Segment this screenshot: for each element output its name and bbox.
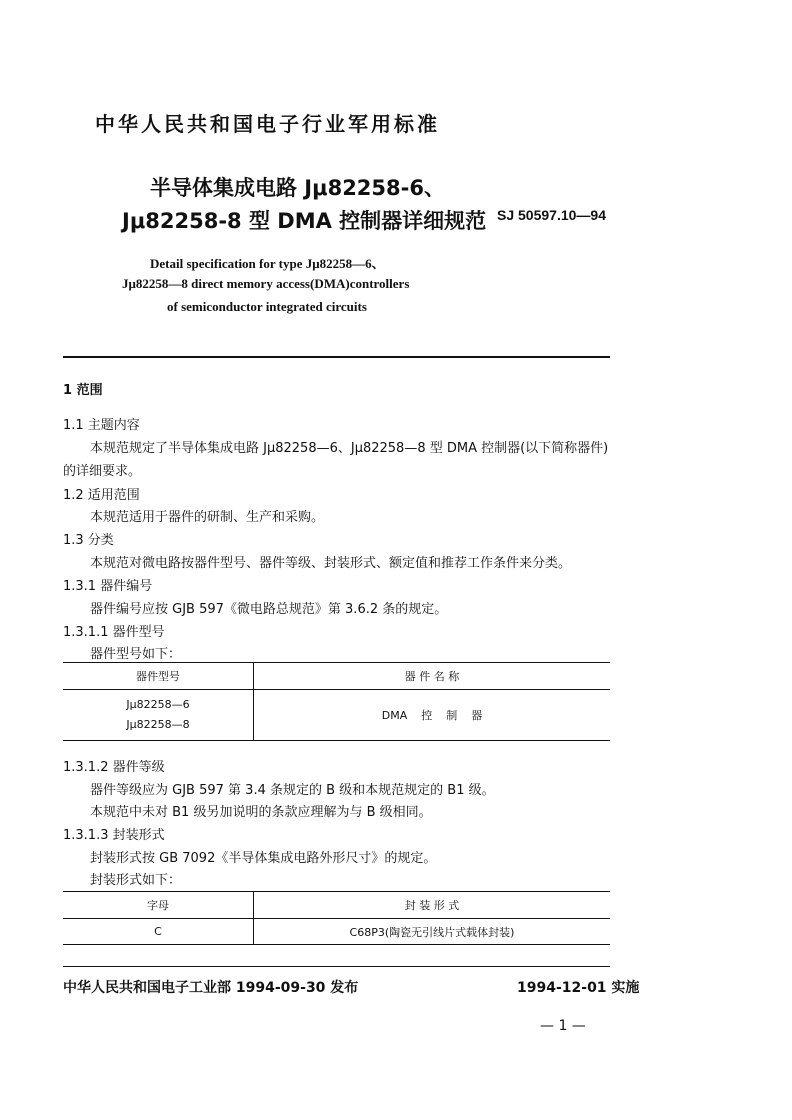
section-1-2-heading: 1.2 适用范围 (63, 488, 140, 503)
device-model-table (63, 662, 610, 741)
table-header-model: 器件型号 (63, 663, 254, 690)
english-title-line1: Detail specification for type Jμ82258—6、 (150, 256, 385, 271)
document-title-line1: 半导体集成电路 Jμ82258-6、 (150, 176, 445, 200)
table-header-letter: 字母 (63, 892, 254, 919)
english-title-line3: of semiconductor integrated circuits (167, 299, 367, 314)
section-1-3-1-3-paragraph-2: 封装形式如下： (90, 873, 182, 888)
section-1-1-paragraph-cont: 的详细要求。 (63, 464, 142, 479)
table-header-name: 器 件 名 称 (254, 663, 611, 690)
table-cell-models (63, 690, 254, 741)
issue-info: 中华人民共和国电子工业部 1994-09-30 发布 (63, 980, 359, 996)
title-divider (63, 356, 610, 358)
english-title-line2: Jμ82258—8 direct memory access(DMA)controllers (122, 276, 410, 291)
section-1-3-1-3-heading: 1.3.1.3 封装形式 (63, 828, 165, 843)
section-1-1-paragraph: 本规范规定了半导体集成电路 Jμ82258—6、Jμ82258—8 型 DMA 控制器(以下简称器件) (90, 441, 609, 456)
section-1-3-paragraph: 本规范对微电路按器件型号、器件等级、封装形式、额定值和推荐工作条件来分类。 (90, 556, 572, 571)
section-1-3-1-1-heading: 1.3.1.1 器件型号 (63, 625, 165, 640)
section-1-3-1-paragraph: 器件编号应按 GJB 597《微电路总规范》第 3.6.2 条的规定。 (90, 602, 448, 617)
package-table (63, 891, 610, 945)
table-header-package: 封 装 形 式 (254, 892, 611, 919)
section-1-3-1-heading: 1.3.1 器件编号 (63, 579, 153, 594)
section-1-3-1-1-paragraph: 器件型号如下： (90, 647, 182, 662)
standard-header: 中华人民共和国电子行业军用标准 (95, 112, 440, 136)
section-1-3-heading: 1.3 分类 (63, 533, 114, 548)
effective-date: 1994-12-01 实施 (517, 980, 640, 996)
standard-code: SJ 50597.10—94 (497, 207, 606, 223)
table-cell-model-6: Jμ82258—6 (126, 698, 190, 711)
section-1-3-1-2-paragraph-1: 器件等级应为 GJB 597 第 3.4 条规定的 B 级和本规范规定的 B1 级。 (90, 783, 495, 798)
section-1-1-heading: 1.1 主题内容 (63, 418, 140, 433)
section-1-2-paragraph: 本规范适用于器件的研制、生产和采购。 (90, 510, 325, 525)
page-number: — 1 — (540, 1018, 586, 1034)
section-1-heading: 1 范围 (63, 383, 103, 398)
section-1-3-1-3-paragraph-1: 封装形式按 GB 7092《半导体集成电路外形尺寸》的规定。 (90, 851, 437, 866)
table-cell-letter: C (63, 919, 254, 945)
footer-divider (63, 966, 610, 967)
document-title-line2: Jμ82258-8 型 DMA 控制器详细规范 (122, 209, 487, 233)
table-cell-package: C68P3(陶瓷无引线片式载体封装) (254, 919, 611, 945)
section-1-3-1-2-paragraph-2: 本规范中未对 B1 级另加说明的条款应理解为与 B 级相同。 (90, 805, 432, 820)
table-cell-device-name: DMA 控 制 器 (254, 690, 611, 741)
table-cell-model-8: Jμ82258—8 (126, 718, 190, 731)
section-1-3-1-2-heading: 1.3.1.2 器件等级 (63, 760, 165, 775)
